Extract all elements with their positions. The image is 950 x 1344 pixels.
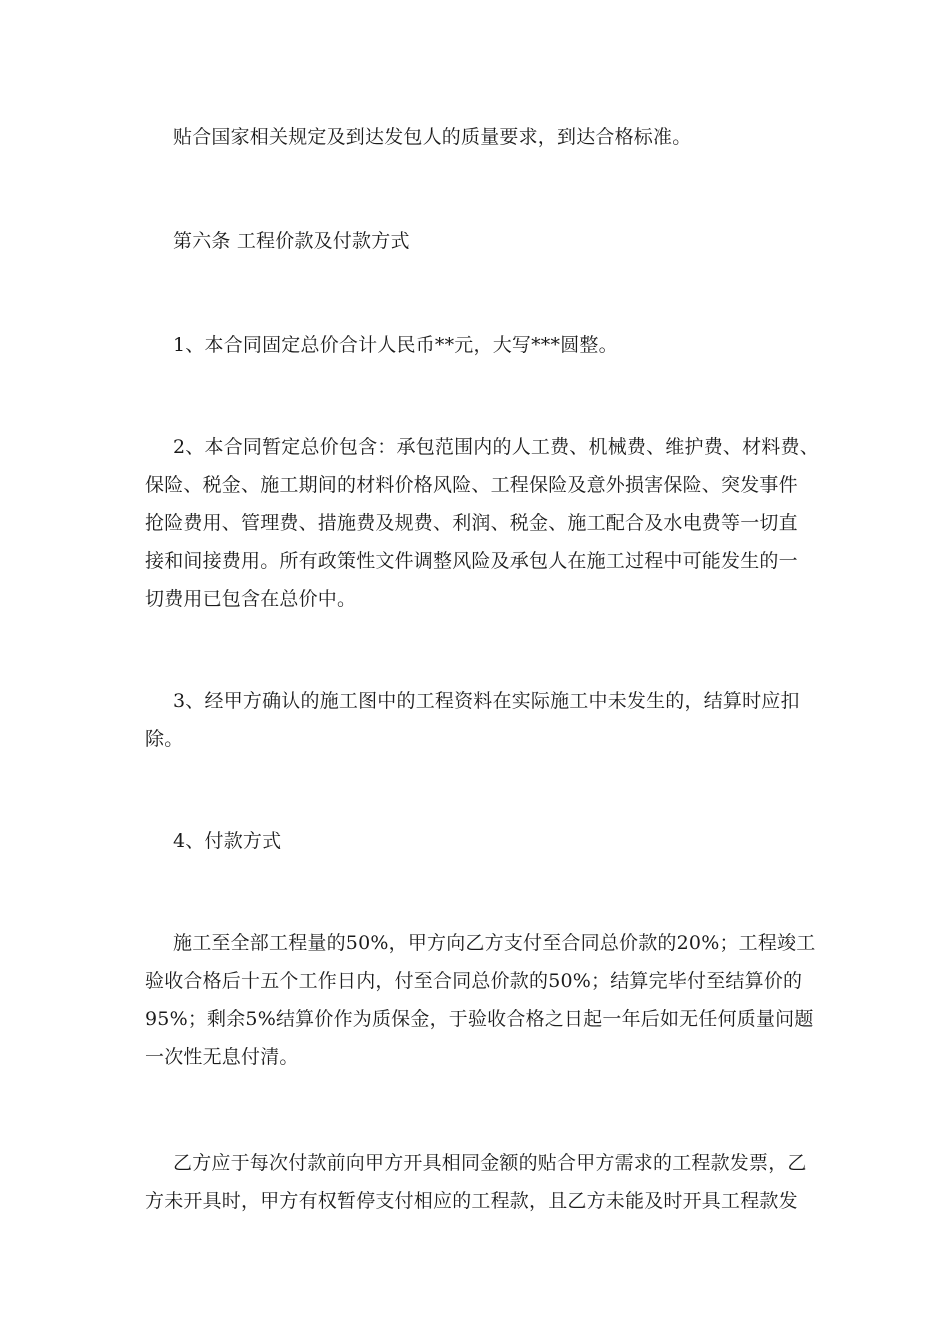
item-2-line: 抢险费用、管理费、措施费及规费、利润、税金、施工配合及水电费等一切直 <box>145 512 798 534</box>
payment-line: 施工至全部工程量的50%，甲方向乙方支付至合同总价款的20%；工程竣工 <box>173 932 816 954</box>
paragraph-quality-line: 贴合国家相关规定及到达发包人的质量要求，到达合格标准。 <box>173 126 692 148</box>
invoice-line: 方未开具时，甲方有权暂停支付相应的工程款，且乙方未能及时开具工程款发 <box>145 1190 798 1212</box>
item-2-line: 2、本合同暂定总价包含：承包范围内的人工费、机械费、维护费、材料费、 <box>173 436 819 458</box>
payment-line: 验收合格后十五个工作日内，付至合同总价款的50%；结算完毕付至结算价的 <box>145 970 803 992</box>
payment-line: 95%；剩余5%结算价作为质保金，于验收合格之日起一年后如无任何质量问题 <box>145 1008 814 1030</box>
section-heading: 第六条 工程价款及付款方式 <box>173 230 410 252</box>
item-3-line: 除。 <box>145 728 184 750</box>
item-2-line: 保险、税金、施工期间的材料价格风险、工程保险及意外损害保险、突发事件 <box>145 474 798 496</box>
invoice-line: 乙方应于每次付款前向甲方开具相同金额的贴合甲方需求的工程款发票，乙 <box>173 1152 807 1174</box>
item-3-line: 3、经甲方确认的施工图中的工程资料在实际施工中未发生的，结算时应扣 <box>173 690 800 712</box>
item-4-line: 4、付款方式 <box>173 830 282 852</box>
item-1-line: 1、本合同固定总价合计人民币**元，大写***圆整。 <box>173 334 618 356</box>
payment-line: 一次性无息付清。 <box>145 1046 299 1068</box>
item-2-line: 切费用已包含在总价中。 <box>145 588 357 610</box>
item-2-line: 接和间接费用。所有政策性文件调整风险及承包人在施工过程中可能发生的一 <box>145 550 798 572</box>
